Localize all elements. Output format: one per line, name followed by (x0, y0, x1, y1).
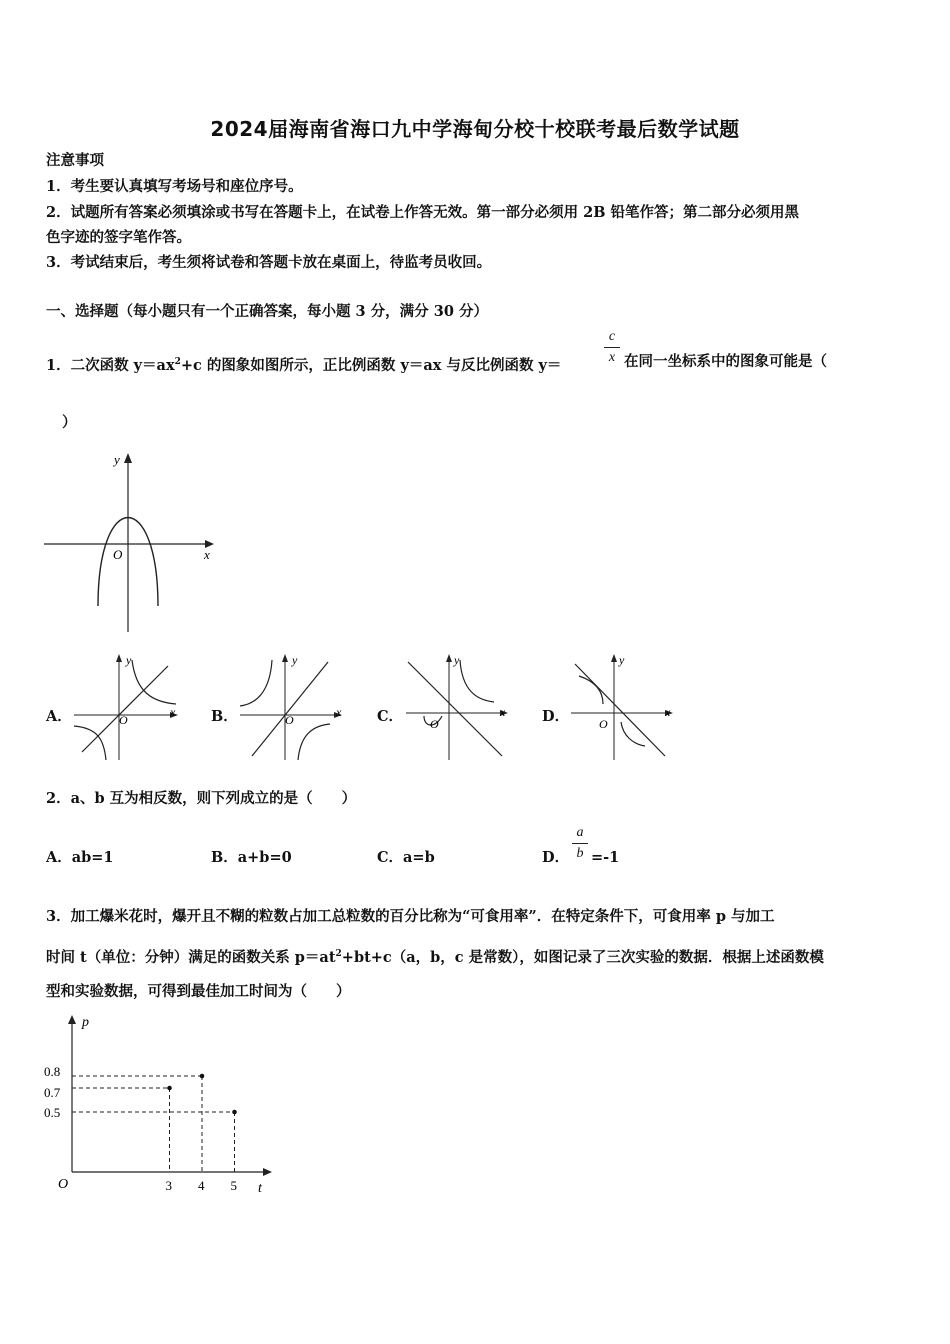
q1-frac-den: x (608, 350, 616, 365)
chart-y-tick-label: 0.5 (44, 1105, 61, 1120)
chart-x-arrow (263, 1168, 272, 1176)
chart-point (232, 1110, 237, 1115)
q1-frac-num: c (608, 329, 616, 344)
q1-option-c-label[interactable]: C． (377, 708, 404, 725)
svg-text:y: y (454, 653, 460, 667)
q1-option-d-label[interactable]: D． (542, 708, 570, 725)
chart-y-label: p (82, 1015, 89, 1030)
q1-option-a-label[interactable]: A． (46, 708, 72, 725)
q1-option-d-graph[interactable] (569, 652, 679, 762)
q1-stem (46, 352, 561, 376)
q2-option-c[interactable]: C．a=b (377, 849, 435, 866)
q1-fraction (604, 329, 620, 366)
chart-x-tick-label: 5 (230, 1178, 237, 1193)
chart-x-tick-label: 3 (165, 1178, 172, 1193)
q1-part3: 在同一坐标系中的图象可能是（ (624, 353, 827, 370)
notice-item-2-cont: 色字迹的签字笔作答。 (46, 229, 191, 246)
svg-text:O: O (430, 717, 439, 731)
q3-line-3: 型和实验数据，可得到最佳加工时间为（ ） (46, 983, 351, 1000)
svg-text:O: O (599, 717, 608, 731)
notice-item-2: 2．试题所有答案必须填涂或书写在答题卡上，在试卷上作答无效。第一部分必须用 2B 铅笔作答；第二部分必须用黑 (46, 204, 800, 221)
q1-part2: +c 的图象如图所示，正比例函数 y＝ax 与反比例函数 y＝ (180, 356, 562, 374)
q2-frac-num: a (576, 825, 584, 840)
svg-text:y: y (126, 653, 132, 667)
q3-sup: 2 (335, 949, 342, 959)
q3-line-2a: 时间 t（单位：分钟）满足的函数关系 p＝at (46, 948, 336, 966)
q3-chart (40, 1008, 290, 1198)
svg-text:x: x (500, 705, 506, 719)
svg-text:y: y (292, 653, 298, 667)
q3-line-2b: +bt+c（a，b，c 是常数），如图记录了三次实验的数据．根据上述函数模 (341, 948, 824, 966)
svg-text:O: O (285, 713, 294, 727)
chart-y-arrow (68, 1015, 76, 1024)
chart-origin-label: O (58, 1177, 69, 1192)
q2-option-a[interactable]: A．ab=1 (46, 849, 114, 866)
q2-option-d-tail: =-1 (591, 849, 620, 866)
svg-text:x: x (665, 705, 671, 719)
q2-option-d-label[interactable]: D． (542, 849, 570, 866)
chart-y-tick-label: 0.7 (44, 1085, 61, 1100)
q2-option-d-fraction (572, 825, 588, 862)
graph-x-label: x (204, 547, 210, 562)
graph-origin-label: O (113, 547, 123, 562)
q1-close-paren: ） (62, 414, 77, 431)
q2-option-b[interactable]: B．a+b=0 (211, 849, 292, 866)
chart-point (167, 1086, 172, 1091)
svg-text:x: x (336, 705, 342, 719)
q2-stem: 2．a、b 互为相反数，则下列成立的是（ ） (46, 790, 357, 807)
graph-y-label: y (114, 452, 120, 467)
q1-parabola-graph (40, 448, 220, 638)
q1-option-b-label[interactable]: B． (211, 708, 238, 725)
section-heading: 一、选择题（每小题只有一个正确答案，每小题 3 分，满分 30 分） (46, 303, 488, 320)
chart-y-tick-label: 0.8 (44, 1064, 61, 1079)
q2-frac-den: b (576, 846, 584, 861)
chart-x-tick-label: 4 (198, 1178, 205, 1193)
q1-option-c-graph[interactable] (404, 652, 514, 762)
q1-part1: 1．二次函数 y＝ax (46, 356, 175, 374)
q3-line-2 (46, 944, 824, 968)
notice-item-1: 1．考生要认真填写考场号和座位序号。 (46, 178, 303, 195)
svg-text:O: O (119, 713, 128, 727)
svg-text:x: x (170, 705, 176, 719)
q1-option-b-graph[interactable] (238, 652, 348, 762)
notice-heading: 注意事项 (46, 152, 104, 169)
q1-sup: 2 (174, 357, 181, 367)
page-title: 2024届海南省海口九中学海甸分校十校联考最后数学试题 (210, 117, 740, 141)
svg-text:y: y (619, 653, 625, 667)
chart-point (200, 1074, 205, 1079)
q1-option-a-graph[interactable] (72, 652, 182, 762)
chart-x-label: t (258, 1181, 262, 1196)
q3-line-1: 3．加工爆米花时，爆开且不糊的粒数占加工总粒数的百分比称为“可食用率”．在特定条件下，可食用率 p 与加工 (46, 908, 775, 925)
notice-item-3: 3．考试结束后，考生须将试卷和答题卡放在桌面上，待监考员收回。 (46, 254, 492, 271)
